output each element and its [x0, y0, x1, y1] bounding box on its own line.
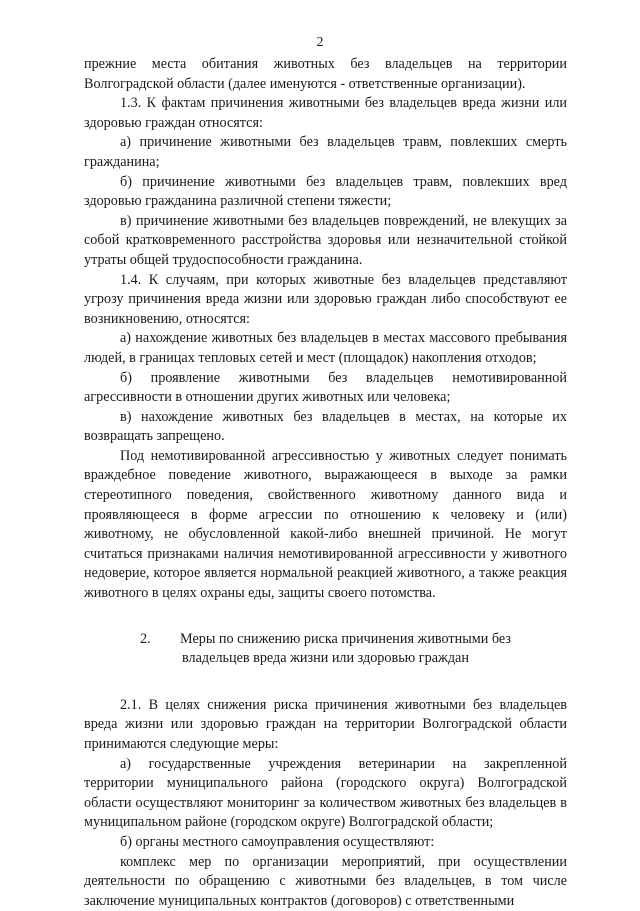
paragraph-continuation: прежние места обитания животных без владельцев на территории Волгоградской области (далее именуются - ответственные организации). [84, 56, 567, 92]
section-number: 2. [140, 630, 151, 647]
section-heading-line-1 [84, 630, 567, 650]
paragraph-1-4-b: б) проявление животными без владельцев немотивированной агрессивности в отношении других животных или человека; [84, 369, 567, 406]
section-title-line-2: владельцев вреда жизни или здоровью граждан [182, 650, 469, 667]
paragraph-1-4-c: в) нахождение животных без владельцев в местах, на которые их возвращать запрещено. [84, 408, 567, 445]
paragraph-1-3-b: б) причинение животными без владельцев травм, повлекших вред здоровью гражданина различной степени тяжести; [84, 173, 567, 210]
paragraph-1-4-a: а) нахождение животных без владельцев в местах массового пребывания людей, в границах тепловых сетей и мест (площадок) накопления отходов; [84, 330, 567, 366]
paragraph-1-3-a: а) причинение животными без владельцев травм, повлекших смерть гражданина; [84, 134, 567, 170]
paragraph-1-3: 1.3. К фактам причинения животными без владельцев вреда жизни или здоровью граждан относятся: [84, 95, 567, 131]
paragraph-1-3-c: в) причинение животными без владельцев повреждений, не влекущих за собой кратковременного расстройства здоровья или незначительной стойкой утраты общей трудоспособности гражданина. [84, 212, 567, 268]
paragraph-2-1: 2.1. В целях снижения риска причинения животными без владельцев вреда жизни или здоровью граждан на территории Волгоградской области принимаются следующие меры: [84, 696, 567, 752]
section-heading [84, 630, 567, 669]
section-title-line-1: Меры по снижению риска причинения животными без [180, 630, 511, 647]
paragraph-1-4: 1.4. К случаям, при которых животные без владельцев представляют угрозу причинения вреда жизни или здоровью граждан либо способствуют ее возникновению, относятся: [84, 271, 567, 327]
paragraph-2-1-a: а) государственные учреждения ветеринарии на закрепленной территории муниципального района (городского округа) Волгоградской области осуществляют мониторинг за количеством животных без владельцев в муниципальном районе (городском округе) Волгоградской области; [84, 755, 567, 831]
page-number: 2 [316, 35, 324, 50]
document-body [84, 55, 567, 911]
paragraph-2-1-b: б) органы местного самоуправления осуществляют: [120, 833, 435, 850]
paragraph-aggression-definition: Под немотивированной агрессивностью у животных следует понимать враждебное поведение животного, выражающееся в выходе за рамки стереотипного поведения, свойственного животному данного вида и проявляющееся в форме агрессии по отношению к человеку и (или) животному, не обусловленной какой-либо внешней причиной. Не могут считаться признаками наличия немотивированной агрессивности у животного недоверие, которое является нормальной реакцией животного, а также реакция животного в целях охраны еды, защиты своего потомства. [84, 447, 567, 602]
paragraph-2-1-b-measures: комплекс мер по организации мероприятий, при осуществлении деятельности по обращению с животными без владельцев, в том числе заключение муниципальных контрактов (договоров) с ответственными [84, 853, 567, 909]
